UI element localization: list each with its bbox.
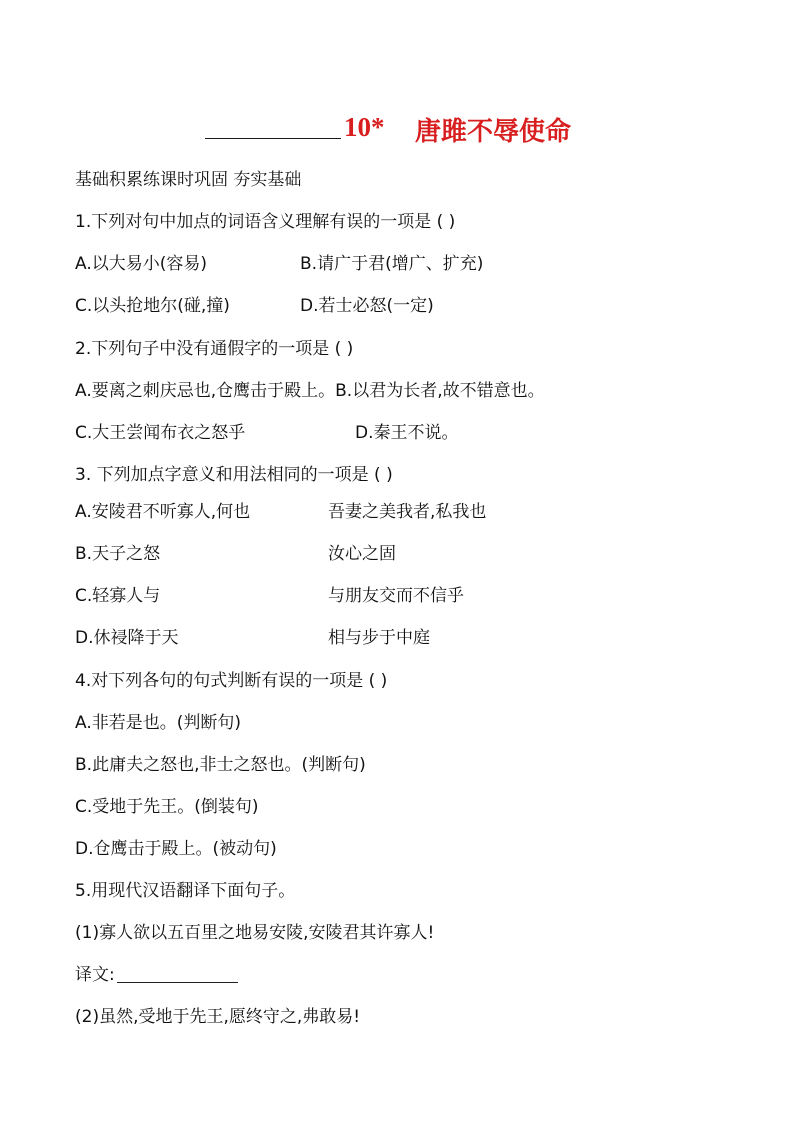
q2-options-ab: A.要离之刺庆忌也,仓鹰击于殿上。B.以君为长者,故不错意也。 <box>75 381 545 401</box>
lesson-title: 唐雎不辱使命 <box>415 117 572 147</box>
q3-row-c <box>75 585 464 607</box>
q2-option-c: C.大王尝闻布衣之怒乎 <box>75 423 246 443</box>
q4-option-a: A.非若是也。(判断句) <box>75 713 241 733</box>
q3-row-d-left: D.休祲降于天 <box>75 628 179 648</box>
q4-option-b: B.此庸夫之怒也,非士之怒也。(判断句) <box>75 755 366 775</box>
q1-stem: 1.下列对句中加点的词语含义理解有误的一项是 ( ) <box>75 212 456 232</box>
q3-row-d-right: 相与步于中庭 <box>328 628 430 648</box>
q5-answer-1 <box>75 964 238 986</box>
lesson-number: 10* <box>344 112 385 142</box>
q1-options-row1 <box>75 253 484 275</box>
answer-label: 译文: <box>75 965 115 985</box>
page-title <box>0 110 794 150</box>
q5-stem: 5.用现代汉语翻译下面句子。 <box>75 881 296 901</box>
section-heading: 基础积累练课时巩固 夯实基础 <box>75 170 302 190</box>
title-blank-line <box>205 138 341 139</box>
q4-stem: 4.对下列各句的句式判断有误的一项是 ( ) <box>75 671 388 691</box>
q5-sentence-2: (2)虽然,受地于先王,愿终守之,弗敢易! <box>75 1007 361 1027</box>
q2-option-d: D.秦王不说。 <box>355 423 459 443</box>
q3-row-a-left: A.安陵君不听寡人,何也 <box>75 502 251 522</box>
answer-blank-line[interactable] <box>117 982 238 983</box>
q3-row-b <box>75 543 396 565</box>
q1-option-a: A.以大易小(容易) <box>75 254 207 274</box>
q3-row-c-right: 与朋友交而不信乎 <box>328 586 464 606</box>
q4-option-d: D.仓鹰击于殿上。(被动句) <box>75 839 277 859</box>
q3-row-b-left: B.天子之怒 <box>75 544 161 564</box>
q3-stem: 3. 下列加点字意义和用法相同的一项是 ( ) <box>75 465 393 485</box>
q2-stem: 2.下列句子中没有通假字的一项是 ( ) <box>75 339 354 359</box>
q1-option-d: D.若士必怒(一定) <box>300 296 434 316</box>
q2-options-row2 <box>75 422 459 444</box>
q3-row-a <box>75 501 487 523</box>
q1-option-c: C.以头抢地尔(碰,撞) <box>75 296 230 316</box>
q3-row-b-right: 汝心之固 <box>328 544 396 564</box>
q1-options-row2 <box>75 295 434 317</box>
q3-row-a-right: 吾妻之美我者,私我也 <box>328 502 487 522</box>
q4-option-c: C.受地于先王。(倒装句) <box>75 797 259 817</box>
q3-row-d <box>75 627 430 649</box>
q5-sentence-1: (1)寡人欲以五百里之地易安陵,安陵君其许寡人! <box>75 923 435 943</box>
q1-option-b: B.请广于君(增广、扩充) <box>300 254 484 274</box>
q3-row-c-left: C.轻寡人与 <box>75 586 161 606</box>
